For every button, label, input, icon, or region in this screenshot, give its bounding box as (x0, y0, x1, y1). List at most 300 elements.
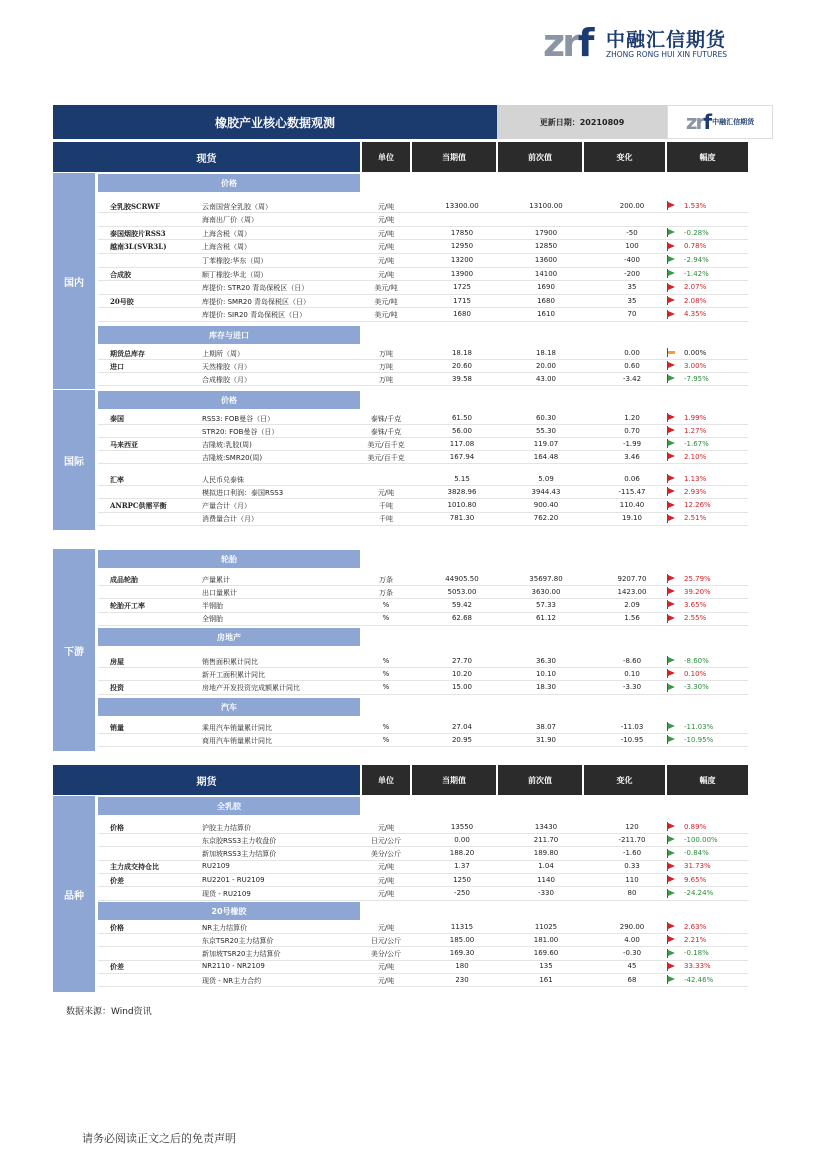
report-title: 橡胶产业核心数据观测 (53, 105, 497, 139)
row-previous: 189.80 (533, 849, 559, 858)
side-varieties: 品种 (53, 796, 95, 992)
row-unit: 元/吨 (377, 976, 395, 985)
row-previous: 3944.43 (531, 487, 561, 496)
row-change: 68 (627, 975, 637, 984)
row-previous: 60.30 (535, 413, 557, 422)
row-indicator: 现货 - NR主力合约 (202, 976, 262, 985)
row-unit: % (382, 722, 390, 731)
row-current: 13200 (450, 255, 474, 264)
row-unit: 千吨 (379, 502, 393, 511)
green-flag-icon (668, 375, 675, 381)
row-indicator: 模拟进口利润：泰国RSS3 (202, 488, 284, 497)
green-flag-icon (668, 229, 675, 235)
logo-cn-name: 中融汇信期货 (606, 29, 727, 51)
row-indicator: 顺丁橡胶:华北（周） (202, 270, 268, 279)
row-indicator: 上海含税（周） (202, 243, 251, 252)
red-flag-icon (668, 202, 675, 208)
row-previous: 36.30 (535, 656, 557, 665)
row-change: 80 (627, 889, 637, 897)
row-pct: 0.00% (684, 348, 707, 357)
disclaimer: 请务必阅读正文之后的免责声明 (82, 1132, 236, 1145)
table-row (98, 486, 748, 499)
red-flag-icon (668, 502, 675, 508)
row-previous: 61.12 (535, 614, 557, 623)
green-flag-icon (668, 440, 675, 446)
row-pct: -24.24% (684, 889, 714, 897)
row-previous: 5.09 (538, 474, 554, 483)
row-unit: 泰铢/千克 (370, 414, 402, 423)
row-indicator: 上期所（周） (202, 349, 244, 358)
row-unit: 美元/吨 (374, 284, 398, 293)
row-previous: 13430 (534, 822, 558, 831)
red-flag-icon (668, 427, 675, 433)
row-change: 2.09 (624, 600, 640, 609)
row-pct: -7.95% (684, 374, 709, 383)
row-unit: 元/吨 (377, 823, 395, 832)
row-indicator: 沪胶主力结算价 (202, 823, 251, 832)
row-current: 56.00 (451, 426, 473, 435)
row-change: 9207.70 (617, 574, 647, 583)
red-flag-icon (668, 311, 675, 317)
row-pct: 0.89% (684, 822, 707, 831)
row-unit: 泰铢/千克 (370, 427, 402, 436)
col-unit-2: 单位 (362, 765, 410, 795)
green-flag-icon (668, 270, 675, 276)
green-flag-icon (668, 836, 675, 842)
row-change: 0.00 (624, 348, 640, 357)
row-previous: 57.33 (535, 600, 557, 609)
row-indicator: NR主力结算价 (202, 923, 248, 932)
row-indicator: 房地产开发投资完成额累计同比 (202, 684, 300, 693)
row-unit: 万吨 (379, 375, 393, 384)
row-change: -400 (624, 255, 640, 264)
table-row (98, 227, 748, 240)
row-unit: 万吨 (379, 349, 393, 358)
row-unit: 千吨 (379, 515, 393, 524)
row-current: 230 (455, 975, 469, 984)
row-category: 成品轮胎 (110, 574, 138, 584)
row-category: 销量 (110, 722, 124, 732)
row-pct: 9.65% (684, 875, 707, 884)
row-pct: 1.99% (684, 413, 707, 422)
row-current: 44905.50 (445, 574, 479, 583)
table-row (98, 888, 748, 901)
row-category: 价格 (110, 822, 124, 832)
row-pct: 2.07% (684, 283, 707, 292)
row-current: 5053.00 (447, 587, 477, 596)
row-category: 价格 (110, 922, 124, 932)
row-current: 781.30 (449, 514, 475, 523)
small-logo: zrf 中融汇信期货 (667, 105, 773, 139)
row-current: 1680 (453, 310, 471, 319)
row-current: -250 (454, 889, 470, 897)
row-unit: % (382, 669, 390, 678)
row-change: -3.30 (622, 683, 642, 692)
green-flag-icon (668, 850, 675, 856)
red-flag-icon (668, 414, 675, 420)
row-change: 0.10 (624, 669, 640, 678)
side-intl: 国际 (53, 390, 95, 530)
band-tire: 轮胎 (98, 550, 360, 568)
table-row (98, 347, 748, 360)
row-pct: 39.20% (684, 587, 711, 596)
row-unit: 美分/公斤 (370, 850, 402, 859)
table-row (98, 599, 748, 612)
table-row (98, 282, 748, 295)
row-previous: 164.48 (533, 452, 559, 461)
red-flag-icon (668, 963, 675, 969)
row-current: 167.94 (449, 452, 475, 461)
red-flag-icon (668, 923, 675, 929)
row-unit: 元/吨 (377, 890, 395, 898)
red-flag-icon (668, 475, 675, 481)
table-row (98, 586, 748, 599)
row-previous: 161 (539, 975, 553, 984)
row-current: 61.50 (451, 413, 473, 422)
row-previous: 38.07 (535, 722, 557, 731)
red-flag-icon (668, 876, 675, 882)
row-pct: -2.94% (684, 255, 709, 264)
row-unit: 日元/公斤 (370, 936, 402, 945)
red-flag-icon (668, 863, 675, 869)
table-row (98, 360, 748, 373)
green-flag-icon (668, 684, 675, 690)
row-pct: 33.33% (684, 962, 711, 971)
col-change-2: 变化 (584, 765, 665, 795)
row-previous: 211.70 (533, 835, 559, 844)
table-row (98, 861, 748, 874)
row-category: 合成胶 (110, 269, 131, 279)
table-row (98, 573, 748, 586)
table-row (98, 425, 748, 438)
row-pct: 2.08% (684, 296, 707, 305)
green-flag-icon (668, 657, 675, 663)
row-current: 180 (455, 962, 469, 971)
row-indicator: 东京TSR20主力结算价 (202, 936, 274, 945)
row-previous: 17900 (534, 228, 558, 237)
row-previous: 31.90 (535, 735, 557, 744)
row-current: 12950 (450, 242, 474, 251)
row-unit: 元/吨 (377, 256, 395, 265)
red-flag-icon (668, 243, 675, 249)
row-pct: 2.51% (684, 514, 707, 523)
row-previous: 1690 (537, 283, 555, 292)
row-previous: 762.20 (533, 514, 559, 523)
green-flag-icon (668, 256, 675, 262)
data-source: 数据来源：Wind资讯 (66, 1007, 152, 1017)
row-indicator: 海南出厂价（周） (202, 216, 258, 225)
row-indicator: 乘用汽车销量累计同比 (202, 723, 272, 732)
row-change: -3.42 (622, 374, 642, 383)
row-unit: 元/吨 (377, 876, 395, 885)
col-pct-2: 幅度 (667, 765, 748, 795)
row-unit: % (382, 683, 390, 692)
row-previous: 1610 (537, 310, 555, 319)
row-pct: 2.10% (684, 452, 707, 461)
row-change: 0.06 (624, 474, 640, 483)
green-flag-icon (668, 890, 675, 896)
row-category: 20号胶 (110, 296, 134, 306)
table-row (98, 848, 748, 861)
red-flag-icon (668, 588, 675, 594)
row-current: 0.00 (454, 835, 470, 844)
row-current: 18.18 (451, 348, 473, 357)
row-pct: -0.84% (684, 849, 709, 858)
table-row (98, 834, 748, 847)
row-current: 15.00 (451, 683, 473, 692)
row-change: 290.00 (619, 922, 645, 931)
row-change: 110.40 (619, 501, 645, 510)
row-current: 20.60 (451, 361, 473, 370)
row-change: 70 (627, 310, 637, 319)
row-indicator: 出口量累计 (202, 588, 237, 597)
col-current-2: 当期值 (412, 765, 496, 795)
col-pct: 幅度 (667, 142, 748, 172)
row-previous: 13100.00 (529, 201, 563, 210)
table-row (98, 268, 748, 281)
table-row (98, 295, 748, 308)
row-current: 27.70 (451, 656, 473, 665)
row-unit: 美元/百千克 (367, 440, 405, 449)
row-indicator: 新加坡RSS3主力结算价 (202, 850, 277, 859)
table-row (98, 821, 748, 834)
row-indicator: NR2110 - NR2109 (202, 962, 265, 971)
row-previous: 14100 (534, 269, 558, 278)
row-previous: 900.40 (533, 501, 559, 510)
row-unit: % (382, 735, 390, 744)
row-pct: 0.10% (684, 669, 707, 678)
row-indicator: 库提价: STR20 青岛保税区（日） (202, 284, 309, 293)
row-previous: 55.30 (535, 426, 557, 435)
row-previous: 135 (539, 962, 553, 971)
row-change: -11.03 (620, 722, 644, 731)
spot-section-title: 现货 (53, 142, 360, 172)
row-previous: 43.00 (535, 374, 557, 383)
row-change: 0.60 (624, 361, 640, 370)
col-current: 当期值 (412, 142, 496, 172)
band-estate: 房地产 (98, 628, 360, 646)
row-unit: 万条 (379, 575, 393, 584)
row-pct: 1.27% (684, 426, 707, 435)
side-domestic: 国内 (53, 173, 95, 389)
row-unit: 元/吨 (377, 488, 395, 497)
row-pct: 3.00% (684, 361, 707, 370)
futures-section-title: 期货 (53, 765, 360, 795)
row-category: 进口 (110, 361, 124, 371)
row-unit: 美分/公斤 (370, 950, 402, 959)
row-unit: 元/吨 (377, 243, 395, 252)
row-category: 价差 (110, 875, 124, 885)
row-change: 110 (625, 875, 639, 884)
row-current: 188.20 (449, 849, 475, 858)
red-flag-icon (668, 575, 675, 581)
row-change: 0.70 (624, 426, 640, 435)
row-current: 10.20 (451, 669, 473, 678)
row-change: 200.00 (619, 201, 645, 210)
row-previous: 13600 (534, 255, 558, 264)
row-previous: 181.00 (533, 935, 559, 944)
table-row (98, 934, 748, 947)
row-indicator: 现货 - RU2109 (202, 890, 251, 898)
table-row (98, 500, 748, 513)
red-flag-icon (668, 284, 675, 290)
row-pct: -42.46% (684, 975, 714, 984)
row-current: 13550 (450, 822, 474, 831)
row-pct: 2.63% (684, 922, 707, 931)
row-unit: 日元/公斤 (370, 836, 402, 845)
update-date: 更新日期：20210809 (497, 105, 667, 139)
row-change: -10.95 (620, 735, 644, 744)
row-previous: 1.04 (538, 862, 554, 871)
table-row (98, 438, 748, 451)
band-intl-price: 价格 (98, 391, 360, 409)
row-change: 100 (625, 242, 639, 251)
row-indicator: 销售面积累计同比 (202, 657, 258, 666)
row-pct: -8.60% (684, 656, 709, 665)
row-pct: 1.53% (684, 201, 707, 210)
row-change: -1.99 (622, 439, 642, 448)
table-row (98, 473, 748, 486)
row-indicator: RU2109 (202, 862, 230, 871)
logo-en-name: ZHONG RONG HUI XIN FUTURES (606, 50, 728, 59)
table-row (98, 412, 748, 425)
row-change: 1.20 (624, 413, 640, 422)
row-current: 17850 (450, 228, 474, 237)
row-current: 185.00 (449, 935, 475, 944)
red-flag-icon (668, 936, 675, 942)
row-indicator: 上海含税（周） (202, 229, 251, 238)
green-flag-icon (668, 736, 675, 742)
table-row (98, 682, 748, 695)
table-row (98, 721, 748, 734)
row-category: 投资 (110, 683, 124, 693)
row-change: -8.60 (622, 656, 642, 665)
row-unit: % (382, 656, 390, 665)
row-indicator: 丁苯橡胶:华东（周） (202, 256, 268, 265)
band-price: 价格 (98, 174, 360, 192)
green-flag-icon (668, 950, 675, 956)
row-change: 45 (627, 962, 637, 971)
row-indicator: 全钢胎 (202, 615, 223, 624)
row-previous: 3630.00 (531, 587, 561, 596)
row-previous: 11025 (534, 922, 558, 931)
band-nr: 20号橡胶 (98, 902, 360, 920)
row-current: 59.42 (451, 600, 473, 609)
row-indicator: 云南国营全乳胶（周） (202, 202, 272, 211)
row-indicator: RU2201 - RU2109 (202, 875, 265, 884)
row-indicator: 天然橡胶（月） (202, 362, 251, 371)
row-category: 房屋 (110, 656, 124, 666)
row-change: 3.46 (624, 452, 640, 461)
row-indicator: 吉隆坡:乳胶(周) (202, 440, 252, 449)
row-previous: 18.30 (535, 683, 557, 692)
row-indicator: 消费量合计（月） (202, 515, 258, 524)
row-pct: -100.00% (684, 835, 718, 844)
table-row (98, 214, 748, 227)
band-ru: 全乳胶 (98, 797, 360, 815)
row-change: -211.70 (618, 835, 646, 844)
row-current: 1715 (453, 296, 471, 305)
row-category: 全乳胶SCRWF (110, 201, 161, 211)
row-current: 62.68 (451, 614, 473, 623)
row-previous: 169.60 (533, 949, 559, 958)
red-flag-icon (668, 362, 675, 368)
row-current: 11315 (450, 922, 474, 931)
row-unit: 元/吨 (377, 863, 395, 872)
table-row (98, 948, 748, 961)
row-unit: % (382, 614, 390, 623)
row-pct: 3.65% (684, 600, 707, 609)
table-row (98, 373, 748, 386)
row-change: -50 (626, 228, 638, 237)
row-pct: 2.93% (684, 487, 707, 496)
row-category: 泰国烟胶片RSS3 (110, 228, 166, 238)
row-pct: 31.73% (684, 862, 711, 871)
row-current: 13900 (450, 269, 474, 278)
col-previous-2: 前次值 (498, 765, 582, 795)
row-pct: 2.21% (684, 935, 707, 944)
row-pct: 0.78% (684, 242, 707, 251)
band-stock: 库存与进口 (98, 326, 360, 344)
row-pct: 1.13% (684, 474, 707, 483)
table-row (98, 613, 748, 626)
row-indicator: 新开工面积累计同比 (202, 670, 265, 679)
row-category: 轮胎开工率 (110, 600, 145, 610)
row-pct: 4.35% (684, 310, 707, 319)
row-change: 35 (627, 283, 637, 292)
band-auto: 汽车 (98, 698, 360, 716)
row-indicator: 人民币兑泰铢 (202, 475, 244, 484)
row-unit: 万吨 (379, 362, 393, 371)
row-change: 1.56 (624, 614, 640, 623)
row-indicator: 产量累计 (202, 575, 230, 584)
red-flag-icon (668, 601, 675, 607)
row-unit: 元/吨 (377, 216, 395, 225)
row-change: -115.47 (618, 487, 646, 496)
green-flag-icon (668, 976, 675, 982)
table-row (98, 254, 748, 267)
red-flag-icon (668, 615, 675, 621)
row-change: -1.60 (622, 849, 642, 858)
row-category: 汇率 (110, 474, 124, 484)
row-previous: 1140 (537, 875, 555, 884)
row-current: 1010.80 (447, 501, 477, 510)
row-current: 5.15 (454, 474, 470, 483)
row-change: 1423.00 (617, 587, 647, 596)
col-unit: 单位 (362, 142, 410, 172)
row-current: 13300.00 (445, 201, 479, 210)
row-indicator: 库提价: SIR20 青岛保税区（日） (202, 311, 307, 320)
row-previous: 12850 (534, 242, 558, 251)
row-previous: 119.07 (533, 439, 559, 448)
row-pct: 25.79% (684, 574, 711, 583)
row-current: 3828.96 (447, 487, 477, 496)
row-pct: -11.03% (684, 722, 714, 731)
row-indicator: 东京胶RSS3主力收盘价 (202, 836, 277, 845)
table-row (98, 451, 748, 464)
row-unit: 元/吨 (377, 202, 395, 211)
small-logo-mark: zrf (685, 110, 711, 134)
row-category: 期货总库存 (110, 348, 145, 358)
row-indicator: 产量合计（月） (202, 502, 251, 511)
row-current: 39.58 (451, 374, 473, 383)
row-previous: 18.18 (535, 348, 557, 357)
row-current: 27.04 (451, 722, 473, 731)
row-indicator: 吉隆坡:SMR20(周) (202, 453, 263, 462)
table-row (98, 513, 748, 526)
table-row (98, 921, 748, 934)
row-category: 泰国 (110, 413, 124, 423)
